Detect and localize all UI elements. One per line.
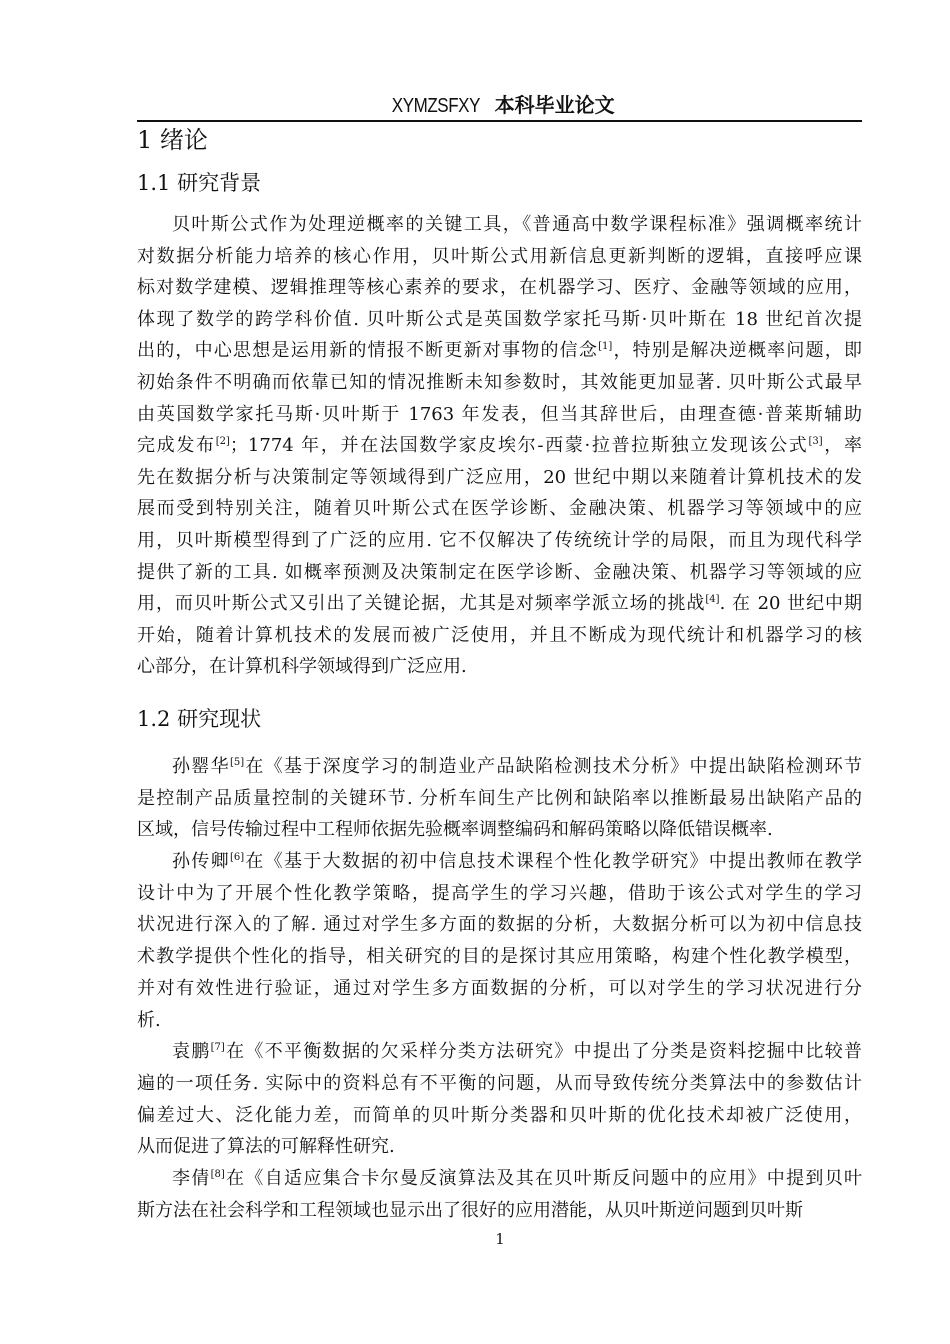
text-line	[137, 878, 862, 910]
text-run: 并对有效性进行验证，通过对学生多方面数据的分析，可以对学生的学习状况进行分	[137, 977, 862, 999]
text-line	[137, 367, 862, 399]
paragraph	[137, 209, 862, 683]
text-run: 贝叶斯公式作为处理逆概率的关键工具，《普通高中数学课程标准》强调概率统计	[172, 214, 862, 235]
text-line	[137, 1036, 862, 1068]
header-latin: XYMZSFXY	[392, 95, 481, 117]
text-run: 是控制产品质量控制的关键环节. 分析车间生产比例和缺陷率以推断最易出缺陷产品的	[137, 787, 862, 809]
text-run: 状况进行深入的了解. 通过对学生多方面的数据的分析，大数据分析可以为初中信息技	[137, 914, 862, 936]
text-run: 从而促进了算法的可解释性研究.	[137, 1136, 395, 1158]
text-line	[137, 909, 862, 941]
text-line	[137, 620, 862, 652]
text-run: 用，而贝叶斯公式又引出了关键论据，尤其是对频率学派立场的挑战	[137, 593, 706, 615]
text-run: 心部分，在计算机科学领域得到广泛应用.	[137, 656, 467, 678]
text-run: 设计中为了开展个性化教学策略，提高学生的学习兴趣，借助于该公式对学生的学习	[137, 882, 862, 904]
text-line	[137, 493, 862, 525]
text-run: 在《基于深度学习的制造业产品缺陷检测技术分析》中提出缺陷检测环节	[244, 756, 863, 777]
section-title-1-1: 1.1 研究背景	[137, 171, 262, 195]
text-run: 对数据分析能力培养的核心作用，贝叶斯公式用新信息更新判断的逻辑，直接呼应课	[137, 245, 862, 267]
text-line	[137, 557, 862, 589]
text-line	[137, 588, 862, 620]
section-body-1-1	[137, 209, 862, 683]
text-line	[137, 304, 862, 336]
citation-marker: [2]	[215, 436, 230, 448]
text-line	[137, 241, 862, 273]
text-line	[137, 209, 862, 241]
header-chinese: 本科毕业论文	[494, 93, 615, 117]
section-title-1-2: 1.2 研究现状	[137, 707, 262, 731]
text-line	[137, 462, 862, 494]
text-run: 完成发布	[137, 435, 216, 457]
text-line	[137, 1195, 862, 1227]
text-line	[137, 272, 862, 304]
text-run: 孙罂华	[172, 756, 230, 777]
text-line	[137, 399, 862, 431]
text-line	[137, 1100, 862, 1132]
text-line	[137, 430, 862, 462]
text-line	[137, 814, 862, 846]
citation-marker: [7]	[210, 1042, 225, 1054]
text-line	[137, 846, 862, 878]
text-run: 术教学提供个性化的指导，相关研究的目的是探讨其应用策略，构建个性化教学模型，	[137, 946, 862, 968]
citation-marker: [5]	[229, 757, 245, 768]
text-run: 用，贝叶斯模型得到了广泛的应用. 它不仅解决了传统统计学的局限，而且为现代科学	[137, 529, 862, 551]
chapter-title: 1 绪论	[137, 126, 208, 154]
text-run: 李倩	[172, 1167, 211, 1189]
citation-marker: [3]	[808, 436, 823, 448]
text-line	[137, 941, 862, 973]
text-line	[137, 525, 862, 557]
text-line	[137, 751, 862, 783]
header-rule	[137, 120, 862, 122]
section-body-1-2	[137, 751, 862, 1226]
text-run: 标对数学建模、逻辑推理等核心素养的要求，在机器学习、医疗、金融等领域的应用，	[137, 277, 862, 299]
citation-marker: [8]	[210, 1168, 225, 1180]
text-run: 袁鹏	[172, 1041, 211, 1063]
citation-marker: [4]	[705, 594, 720, 606]
citation-marker: [6]	[229, 852, 245, 864]
text-run: 出的，中心思想是运用新的情报不断更新对事物的信念	[137, 340, 599, 362]
text-run: . 在 20 世纪中期	[719, 593, 862, 615]
text-line	[137, 1163, 862, 1195]
text-run: 偏差过大、泛化能力差，而简单的贝叶斯分类器和贝叶斯的优化技术却被广泛使用，	[137, 1104, 862, 1126]
text-run: ，率	[822, 435, 862, 457]
page-number: 1	[495, 1230, 505, 1248]
paragraph	[137, 751, 862, 846]
text-line	[137, 1068, 862, 1100]
text-run: 展而受到特别关注，随着贝叶斯公式在医学诊断、金融决策、机器学习等领域中的应	[137, 498, 862, 520]
text-run: ；1774 年，并在法国数学家皮埃尔-西蒙·拉普拉斯独立发现该公式	[229, 435, 809, 457]
text-run: 析.	[137, 1009, 161, 1031]
text-line	[137, 783, 862, 815]
text-line	[137, 335, 862, 367]
text-line	[137, 651, 862, 683]
text-run: 由英国数学家托马斯·贝叶斯于 1763 年发表，但当其辞世后，由理查德·普莱斯辅助	[137, 403, 862, 425]
text-run: 在《基于大数据的初中信息技术课程个性化教学研究》中提出教师在教学	[244, 851, 863, 873]
text-run: 提供了新的工具. 如概率预测及决策制定在医学诊断、金融决策、机器学习等领域的应	[137, 561, 862, 583]
text-run: 先在数据分析与决策制定等领域得到广泛应用，20 世纪中期以来随着计算机技术的发	[137, 466, 862, 488]
text-line	[137, 1131, 862, 1163]
text-run: 体现了数学的跨学科价值. 贝叶斯公式是英国数学家托马斯·贝叶斯在 18 世纪首次提	[137, 308, 862, 330]
text-run: 孙传卿	[172, 851, 230, 873]
paragraph	[137, 846, 862, 1036]
paragraph	[137, 1163, 862, 1226]
text-run: 开始，随着计算机技术的发展而被广泛使用，并且不断成为现代统计和机器学习的核	[137, 624, 862, 646]
text-line	[137, 973, 862, 1005]
text-run: 区域，信号传输过程中工程师依据先验概率调整编码和解码策略以降低错误概率.	[137, 819, 773, 841]
text-line	[137, 1005, 862, 1037]
text-run: ，特别是解决逆概率问题，即	[612, 340, 862, 362]
text-run: 斯方法在社会科学和工程领域也显示出了很好的应用潜能，从贝叶斯逆问题到贝叶斯	[137, 1199, 803, 1221]
text-run: 在《自适应集合卡尔曼反演算法及其在贝叶斯反问题中的应用》中提到贝叶	[224, 1167, 863, 1189]
page-header	[137, 92, 862, 119]
text-run: 遍的一项任务. 实际中的资料总有不平衡的问题，从而导致传统分类算法中的参数估计	[137, 1072, 862, 1094]
paragraph	[137, 1036, 862, 1163]
citation-marker: [1]	[598, 341, 613, 353]
text-run: 在《不平衡数据的欠采样分类方法研究》中提出了分类是资料挖掘中比较普	[224, 1041, 863, 1063]
text-run: 初始条件不明确而依靠已知的情况推断未知参数时，其效能更加显著. 贝叶斯公式最早	[137, 371, 862, 393]
